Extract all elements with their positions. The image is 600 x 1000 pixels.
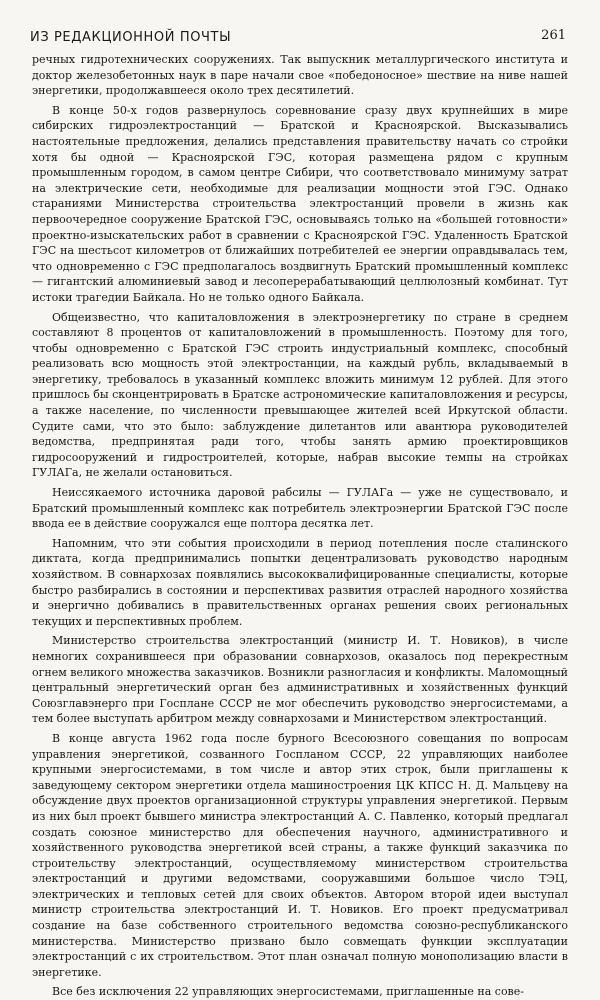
paragraph: Неиссякаемого источника даровой рабсилы — ГУЛАГа — уже не существовало, и Братский промышленный комплекс как потребитель электроэнергии Братской ГЭС после ввода ее в действие сооружался еще полтора десятка лет. bbox=[32, 486, 568, 531]
paragraph: Напомним, что эти события происходили в период потепления после сталинского диктата, когда предпринимались попытки децентрализовать руководство народным хозяйством. В совнархозах появлялись высококвалифицированные специалисты, которые быстро разбирались в состоянии и перспективах развития отраслей народного хозяйства и энергично добивались в правительственных органах решения своих региональных текущих и перспективных проблем. bbox=[32, 536, 568, 628]
paragraph: Все без исключения 22 управляющих энергосистемами, приглашенные на сове- bbox=[52, 985, 524, 999]
page-number: 261 bbox=[541, 28, 566, 43]
paragraph: Министерство строительства электростанций (министр И. Т. Новиков), в числе немногих сохранившееся при образовании совнархозов, оказалось под перекрестным огнем великого множества заказчиков. Возникли разногласия и конфликты. Маломощный центральный энергетический орган без административных и хозяйственных функций Союзглавэнерго при Госплане СССР не мог обеспечить руководство энергосистемами, а тем более выступать арбитром между совнархозами и Министерством электростанций. bbox=[32, 634, 568, 726]
paragraph: речных гидротехнических сооружениях. Так выпускник металлургического института и доктор железобетонных наук в паре начали свое «победоносное» шествие на ниве нашей энергетики, продолжавшееся около трех десятилетий. bbox=[32, 53, 568, 98]
paragraph: Общеизвестно, что капиталовложения в электроэнергетику по стране в среднем составляют 8 процентов от капиталовложений в промышленность. Поэтому для того, чтобы одновременно с Братской ГЭС строить индустриальный комплекс, способный реализовать всю мощность этой электростанции, на каждый рубль, вкладываемый в энергетику, требовалось в указанный комплекс вложить минимум 12 рублей. Для этого пришлось бы сконцентрировать в Братске астрономические капиталовложения и ресурсы, а также население, по численности превышающее жителей всей Иркутской области. Судите сами, что это было: заблуждение дилетантов или авантюра руководителей ведомства, предпринятая ради того, чтобы занять армию проектировщиков гидросооружений и гидростроителей, которые, набрав высокие темпы на стройках ГУЛАГа, не желали остановиться. bbox=[32, 310, 568, 480]
running-title: ИЗ РЕДАКЦИОННОЙ ПОЧТЫ bbox=[30, 30, 232, 45]
paragraph: В конце 50-х годов развернулось соревнование сразу двух крупнейших в мире сибирских гидроэлектростанций — Братской и Красноярской. Высказывались настоятельные предложения, делались представления правительству начать со стройки хотя бы одной — Красноярской ГЭС, которая размещена рядом с крупным промышленным городом, в самом центре Сибири, что соответствовало минимуму затрат на электрические сети, необходимые для реализации мощности этой ГЭС. Однако стараниями Министерства строительства электростанций провели в жизнь как первоочередное сооружение Братской ГЭС, основываясь только на «большей готовности» проектно-изыскательских работ в сравнении с Красноярской ГЭС. Удаленность Братской ГЭС на шестьсот километров от ближайших потребителей ее энергии оправдывалась тем, что одновременно с ГЭС предполагалось воздвигнуть Братский промышленный комплекс — гигантский алюминиевый завод и лесоперерабатывающий целлюлозный комбинат. Тут истоки трагедии Байкала. Но не только одного Байкала. bbox=[32, 103, 568, 304]
paragraph: В конце августа 1962 года после бурного Всесоюзного совещания по вопросам управления энергетикой, созванного Госпланом СССР, 22 управляющих наиболее крупными энергосистемами, в том числе и автор этих строк, были приглашены к заведующему сектором энергетики отдела машиностроения ЦК КПСС Н. Д. Мальцеву на обсуждение двух проектов организационной структуры управления энергетикой. Первым из них был проект бывшего министра электростанций А. С. Павленко, который предлагал создать союзное министерство для обеспечения научного, административного и хозяйственного руководства энергетикой всей страны, а также функций заказчика по строительству электростанций, осуществляемому министерством строительства электростанций и другими ведомствами, сооружавшими большое число ТЭЦ, электрических и тепловых сетей для своих объектов. Автором второй идеи выступал министр строительства электростанций И. Т. Новиков. Его проект предусматривал создание на базе собственного строительного ведомства союзно-республиканского министерства. Министерство призвано было совмещать функции эксплуатации электростанций с их строительством. Этот план означал полную монополизацию власти в энергетике. bbox=[32, 731, 568, 979]
body-text bbox=[32, 52, 568, 1000]
